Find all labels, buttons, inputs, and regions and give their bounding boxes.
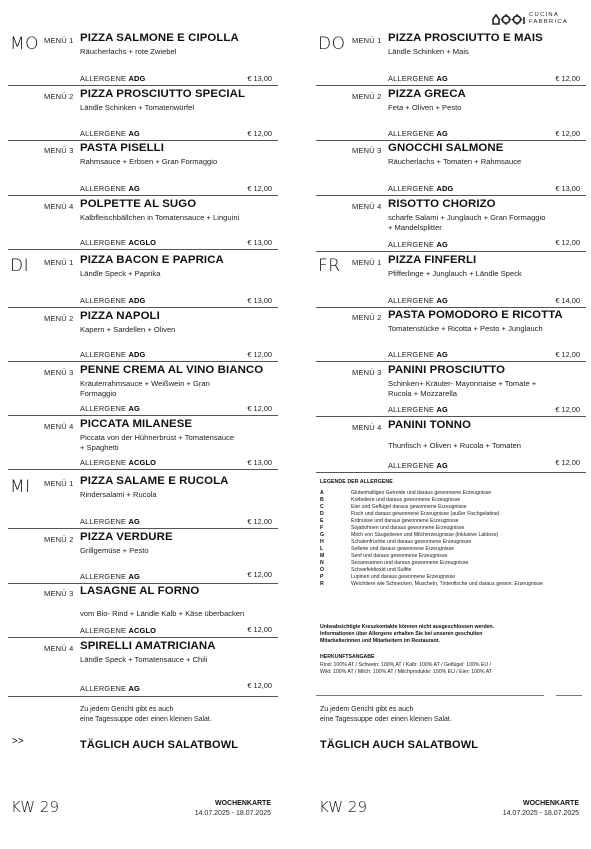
origin-details: Rind: 100% AT / Schwein: 100% AT / Kalb: 100% AT / Geflügel: 100% EU / Wild: 100% AT / Milch: 100% AT / Milchprodukte: 100% EU / Eier: 100% AT [320, 662, 492, 675]
menu-description: scharfe Salami + Junglauch + Gran Formaggio + Mandelsplitter [388, 213, 546, 232]
day-code: DI [10, 256, 30, 276]
separator-line [316, 195, 586, 196]
menu-price: € 12,00 [555, 238, 580, 247]
menu-title: RISOTTO CHORIZO [388, 198, 496, 210]
separator-line [8, 307, 278, 308]
legend-title: LEGENDE DER ALLERGENE [320, 479, 393, 485]
menu-number: MENÜ 1 [352, 36, 382, 45]
menu-description: Kräuterrahmsauce + Weißwein + Gran Formaggio [80, 379, 210, 398]
menu-description: Piccata von der Hühnerbrust + Tomatensauce + Spaghetti [80, 433, 235, 452]
menu-price: € 12,00 [247, 625, 272, 634]
menu-description: Rindersalami + Rucola [80, 490, 157, 499]
allergen-warning: Unbeabsichtigte Kreuzkontakte können nicht ausgeschlossen werden. Informationen über Allergene erhalten Sie bei unseren geschulten Mitarbeiterinnen und Mitarbeitern im Restaurant. [320, 624, 495, 644]
allergen-info: ALLERGENE AG [388, 240, 448, 249]
menu-title: PIZZA VERDURE [80, 531, 173, 543]
menu-description: Ländle Speck + Paprika [80, 269, 161, 278]
separator-line [8, 469, 278, 470]
menu-number: MENÜ 2 [352, 313, 382, 322]
menu-title: PIZZA PROSCIUTTO E MAIS [388, 32, 543, 44]
menu-price: € 12,00 [247, 184, 272, 193]
allergen-legend: LEGENDE DER ALLERGENE A Glutenhaltiges Getreide und daraus gewonnene Erzeugnisse B Krebstiere und daraus gewonnene Erzeugnisse C Eier und Geflügel daraus gewonnene Erzeugnisse D Fisch und daraus gewonnene Erzeugnisse (außer Fischgelatine) E Erdnüsse und daraus gewonnene Erzeugnisse F Sojabohnen und daraus gewonnene Erzeugnisse G Milch von Säugetieren und Milcherzeugnisse (inklusive Laktose) H Schalenfrüchte und daraus gewonnene Erzeugnisse L Sellerie und daraus gewonnene Erzeugnisse M Senf und daraus gewonnene Erzeugnisse N Sesamsamen und daraus gewonnene Erzeugnisse O Schwefeldioxid und Sulfite P Lupinen und daraus gewonnene Erzeugnisse R Weichtiere wie Schnecken, Muscheln, Tintenfische und daraus gewon. Erzeugnisse Unbeabsichtigte Kreuzkontakte können nicht ausgeschlossen werden. Informationen über Allergene erhalten Sie bei unseren geschulten Mitarbeiterinnen und Mitarbeitern im Restaurant. HERKUNFTSANGABE Rind: 100% AT / Schwein: 100% AT / Kalb: 100% AT / Geflügel: 100% EU / Wild: 100% AT / Milch: 100% AT / Milchprodukte: 100% EU / Eier: 100% AT [320, 479, 588, 485]
menu-title: GNOCCHI SALMONE [388, 142, 504, 154]
menu-number: MENÜ 1 [44, 479, 74, 488]
brand-logo [492, 10, 584, 28]
menu-title: PIZZA BACON E PAPRICA [80, 254, 224, 266]
menu-description: Ländle Schinken + Tomatenwürfel [80, 103, 195, 112]
menu-description: Räucherlachs + rote Zwiebel [80, 47, 177, 56]
menu-price: € 12,00 [247, 404, 272, 413]
menu-number: MENÜ 4 [44, 644, 74, 653]
menu-price: € 13,00 [555, 184, 580, 193]
brand-line1: CUCINA [529, 12, 560, 18]
menu-title: SPIRELLI AMATRICIANA [80, 640, 216, 652]
menu-description: Grillgemüse + Pesto [80, 546, 149, 555]
separator-line [316, 695, 544, 696]
menu-price: € 12,00 [247, 681, 272, 690]
week-number: KW 29 [11, 798, 59, 816]
menu-title: PANINI PROSCIUTTO [388, 364, 506, 376]
allergen-info: ALLERGENE AG [80, 517, 140, 526]
menu-description: Rahmsauce + Erbsen + Gran Formaggio [80, 157, 218, 166]
menu-price: € 12,00 [555, 458, 580, 467]
separator-line [316, 472, 586, 473]
menu-number: MENÜ 2 [352, 92, 382, 101]
menu-price: € 12,00 [247, 129, 272, 138]
origin-title: HERKUNFTSANGABE [320, 654, 375, 660]
menu-description: Kapern + Sardellen + Oliven [80, 325, 176, 334]
menu-title: PASTA POMODORO E RICOTTA [388, 309, 563, 321]
separator-line [8, 361, 278, 362]
separator-line [8, 696, 278, 697]
menu-price: € 14,00 [555, 296, 580, 305]
allergen-info: ALLERGENE AG [388, 74, 448, 83]
menu-number: MENÜ 2 [44, 92, 74, 101]
allergen-info: ALLERGENE AG [80, 184, 140, 193]
menu-description: Ländle Speck + Tomatensauce + Chili [80, 655, 208, 664]
arrows-icon: >> [12, 736, 24, 747]
separator-line [8, 637, 278, 638]
menu-title: PIZZA SALMONE E CIPOLLA [80, 32, 239, 44]
day-code: MO [10, 34, 40, 54]
allergen-info: ALLERGENE ACGLO [80, 458, 157, 467]
menu-description: Feta + Oliven + Pesto [388, 103, 462, 112]
brand-line2: FABBRICA [529, 19, 569, 25]
weekly-menu-dates: 14.07.2025 - 18.07.2025 [502, 810, 579, 817]
menu-price: € 12,00 [247, 350, 272, 359]
separator-line [8, 85, 278, 86]
day-code: FR [318, 256, 341, 276]
weekly-menu-title: WOCHENKARTE [215, 800, 271, 807]
weekly-menu-dates: 14.07.2025 - 18.07.2025 [194, 810, 271, 817]
allergen-info: ALLERGENE AG [80, 684, 140, 693]
menu-title: PASTA PISELLI [80, 142, 164, 154]
menu-price: € 13,00 [247, 458, 272, 467]
menu-title: LASAGNE AL FORNO [80, 585, 200, 597]
allergen-info: ALLERGENE AG [388, 350, 448, 359]
menu-price: € 12,00 [555, 350, 580, 359]
separator-line [316, 251, 586, 252]
menu-description: Pfifferlinge + Junglauch + Ländle Speck [388, 269, 522, 278]
menu-number: MENÜ 4 [44, 202, 74, 211]
separator-line [316, 85, 586, 86]
menu-number: MENÜ 3 [44, 146, 74, 155]
allergen-info: ALLERGENE ADG [80, 296, 146, 305]
salatbowl-note: TÄGLICH AUCH SALATBOWL [80, 739, 239, 751]
separator-line [316, 307, 586, 308]
menu-title: PICCATA MILANESE [80, 418, 193, 430]
allergen-info: ALLERGENE AG [388, 461, 448, 470]
menu-title: PIZZA NAPOLI [80, 310, 160, 322]
menu-title: PIZZA FINFERLI [388, 254, 477, 266]
menu-number: MENÜ 3 [44, 368, 74, 377]
menu-title: POLPETTE AL SUGO [80, 198, 197, 210]
menu-description: vom Bio- Rind + Ländle Kalb + Käse überbacken [80, 609, 245, 618]
allergen-info: ALLERGENE AG [388, 405, 448, 414]
allergen-info: ALLERGENE ADG [80, 74, 146, 83]
allergen-info: ALLERGENE ADG [388, 184, 454, 193]
menu-number: MENÜ 3 [352, 146, 382, 155]
menu-description: Schinken+ Kräuter- Mayonnaise + Tomate + Rucola + Mozzarella [388, 379, 537, 398]
menu-description: Kalbfleischbällchen in Tomatensauce + Linguini [80, 213, 240, 222]
allergen-info: ALLERGENE AG [80, 404, 140, 413]
side-dish-note: Zu jedem Gericht gibt es auch eine Tagessuppe oder einen kleinen Salat. [320, 706, 452, 723]
gears-logo-icon [492, 12, 526, 26]
allergen-info: ALLERGENE ACGLO [80, 626, 157, 635]
menu-price: € 12,00 [555, 129, 580, 138]
side-dish-note: Zu jedem Gericht gibt es auch eine Tagessuppe oder einen kleinen Salat. [80, 706, 212, 723]
separator-line [8, 415, 278, 416]
week-number: KW 29 [319, 798, 367, 816]
menu-price: € 12,00 [555, 74, 580, 83]
menu-number: MENÜ 4 [44, 422, 74, 431]
day-code: MI [10, 477, 31, 497]
allergen-info: ALLERGENE AG [388, 129, 448, 138]
salatbowl-note: TÄGLICH AUCH SALATBOWL [320, 739, 479, 751]
menu-title: PIZZA SALAME E RUCOLA [80, 475, 229, 487]
separator-line [316, 140, 586, 141]
menu-description: Ländle Schinken + Mais [388, 47, 469, 56]
separator-line [8, 195, 278, 196]
menu-title: PANINI TONNO [388, 419, 472, 431]
menu-number: MENÜ 1 [44, 36, 74, 45]
menu-number: MENÜ 2 [44, 535, 74, 544]
allergen-info: ALLERGENE ADG [80, 350, 146, 359]
allergen-info: ALLERGENE AG [80, 129, 140, 138]
menu-number: MENÜ 4 [352, 202, 382, 211]
allergen-info: ALLERGENE ACGLO [80, 238, 157, 247]
weekly-menu-title: WOCHENKARTE [523, 800, 579, 807]
menu-title: PIZZA PROSCIUTTO SPECIAL [80, 88, 246, 100]
menu-price: € 12,00 [247, 570, 272, 579]
separator-line [316, 416, 586, 417]
day-code: DO [318, 34, 346, 54]
menu-number: MENÜ 4 [352, 423, 382, 432]
allergen-info: ALLERGENE AG [80, 572, 140, 581]
separator-line [8, 583, 278, 584]
separator-line [556, 695, 582, 696]
menu-title: PIZZA GRECA [388, 88, 466, 100]
menu-number: MENÜ 3 [352, 368, 382, 377]
separator-line [8, 249, 278, 250]
menu-number: MENÜ 1 [44, 258, 74, 267]
menu-price: € 12,00 [555, 405, 580, 414]
menu-number: MENÜ 1 [352, 258, 382, 267]
menu-price: € 13,00 [247, 74, 272, 83]
menu-number: MENÜ 2 [44, 314, 74, 323]
allergen-info: ALLERGENE AG [388, 296, 448, 305]
menu-price: € 13,00 [247, 238, 272, 247]
separator-line [8, 140, 278, 141]
menu-title: PENNE CREMA AL VINO BIANCO [80, 364, 264, 376]
menu-description: Tomatenstücke + Ricotta + Pesto + Junglauch [388, 324, 543, 333]
menu-number: MENÜ 3 [44, 589, 74, 598]
separator-line [8, 528, 278, 529]
menu-price: € 12,00 [247, 517, 272, 526]
separator-line [316, 361, 586, 362]
menu-description: Räucherlachs + Tomaten + Rahmsauce [388, 157, 522, 166]
menu-price: € 13,00 [247, 296, 272, 305]
menu-description: Thunfisch + Oliven + Rucola + Tomaten [388, 441, 522, 450]
